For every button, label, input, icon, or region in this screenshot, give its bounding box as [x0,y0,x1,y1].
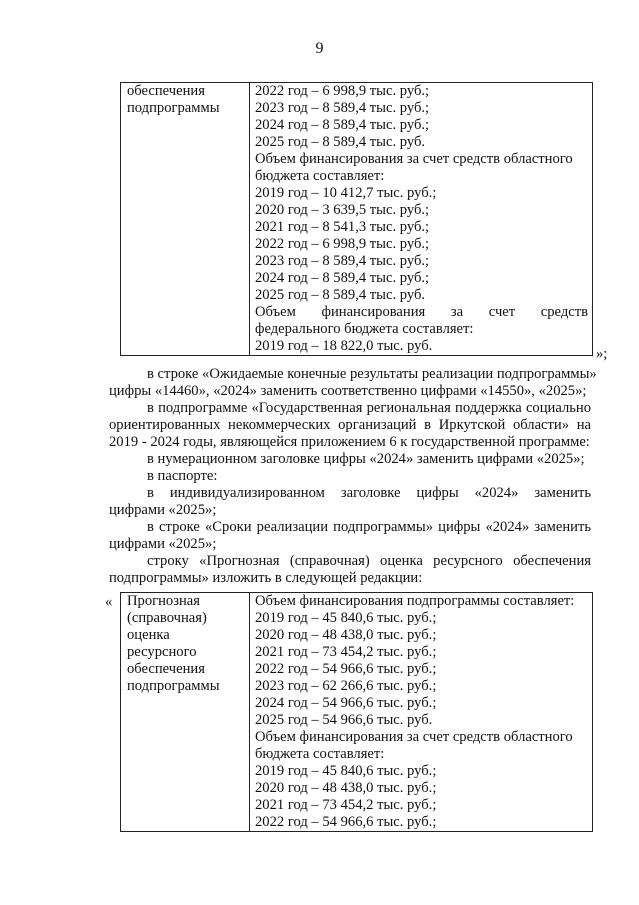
body-line: ориентированных некоммерческих организаций в Иркутской области» на [109,417,591,433]
funding-line: 2019 год – 45 840,6 тыс. руб.; [255,610,437,626]
funding-line: 2025 год – 54 966,6 тыс. руб. [255,712,433,728]
funding-heading-line: Объем финансирования подпрограммы составляет: [255,593,575,609]
left-cell-line: обеспечения [127,661,205,677]
funding-heading-line: Объем финансирования за счет средств областного [255,729,573,745]
left-cell-line: Прогнозная [127,593,200,609]
funding-line: 2022 год – 54 966,6 тыс. руб.; [255,814,437,830]
body-line: в нумерационном заголовке цифры «2024» заменить цифрами «2025»; [147,451,585,467]
funding-line: 2022 год – 6 998,9 тыс. руб.; [255,236,430,252]
left-cell-line: ресурсного [127,644,197,660]
funding-table [120,592,593,832]
funding-line: 2024 год – 8 589,4 тыс. руб.; [255,117,430,133]
left-cell-line: оценка [127,627,170,643]
funding-line: 2020 год – 3 639,5 тыс. руб.; [255,202,430,218]
funding-line: 2023 год – 8 589,4 тыс. руб.; [255,100,430,116]
table-right-cell [250,83,593,356]
funding-line: 2021 год – 73 454,2 тыс. руб.; [255,644,437,660]
table-left-cell [121,593,250,832]
body-line: цифры «14460», «2024» заменить соответственно цифрами «14550», «2025»; [109,383,587,399]
funding-line: 2024 год – 54 966,6 тыс. руб.; [255,695,437,711]
page-number: 9 [315,40,324,57]
funding-line: 2022 год – 6 998,9 тыс. руб.; [255,83,430,99]
funding-heading-line: Объем финансирования за счет средств [255,304,588,320]
left-cell-line: подпрограммы [127,678,220,694]
body-line: в индивидуализированном заголовке цифры «2024» заменить [147,485,591,501]
body-line: цифрами «2025»; [109,502,217,518]
opening-quote-mark: « [105,594,113,610]
funding-line: 2025 год – 8 589,4 тыс. руб. [255,287,426,303]
funding-line: 2023 год – 62 266,6 тыс. руб.; [255,678,437,694]
funding-line: 2021 год – 73 454,2 тыс. руб.; [255,797,437,813]
left-cell-line: (справочная) [127,610,207,626]
table-left-cell [121,83,250,356]
body-line: в строке «Сроки реализации подпрограммы» цифры «2024» заменить [147,519,591,535]
funding-line: 2022 год – 54 966,6 тыс. руб.; [255,661,437,677]
funding-heading-line: Объем финансирования за счет средств областного [255,151,573,167]
body-line: 2019 - 2024 годы, являющейся приложением 6 к государственной программе: [109,434,590,450]
funding-line: 2019 год – 45 840,6 тыс. руб.; [255,763,437,779]
funding-line: 2019 год – 18 822,0 тыс. руб. [255,338,433,354]
funding-line: 2021 год – 8 541,3 тыс. руб.; [255,219,430,235]
table-right-cell [250,593,593,832]
closing-quote-mark: »; [596,346,608,362]
body-line: в паспорте: [147,468,218,484]
funding-line: 2020 год – 48 438,0 тыс. руб.; [255,627,437,643]
body-line: строку «Прогнозная (справочная) оценка ресурсного обеспечения [147,553,591,569]
funding-line: 2020 год – 48 438,0 тыс. руб.; [255,780,437,796]
funding-line: 2025 год – 8 589,4 тыс. руб. [255,134,426,150]
funding-table-continued [120,82,593,356]
body-text [109,366,597,587]
funding-heading-line: бюджета составляет: [255,746,385,762]
body-line: цифрами «2025»; [109,536,217,552]
left-cell-line: подпрограммы [127,100,220,116]
funding-line: 2024 год – 8 589,4 тыс. руб.; [255,270,430,286]
body-line: подпрограммы» изложить в следующей редакции: [109,570,423,586]
funding-line: 2023 год – 8 589,4 тыс. руб.; [255,253,430,269]
funding-heading-line: федерального бюджета составляет: [255,321,474,337]
funding-line: 2019 год – 10 412,7 тыс. руб.; [255,185,437,201]
body-line: в подпрограмме «Государственная региональная поддержка социально [147,400,591,416]
funding-heading-line: бюджета составляет: [255,168,385,184]
left-cell-line: обеспечения [127,83,205,99]
body-line: в строке «Ожидаемые конечные результаты реализации подпрограммы» [147,366,597,382]
